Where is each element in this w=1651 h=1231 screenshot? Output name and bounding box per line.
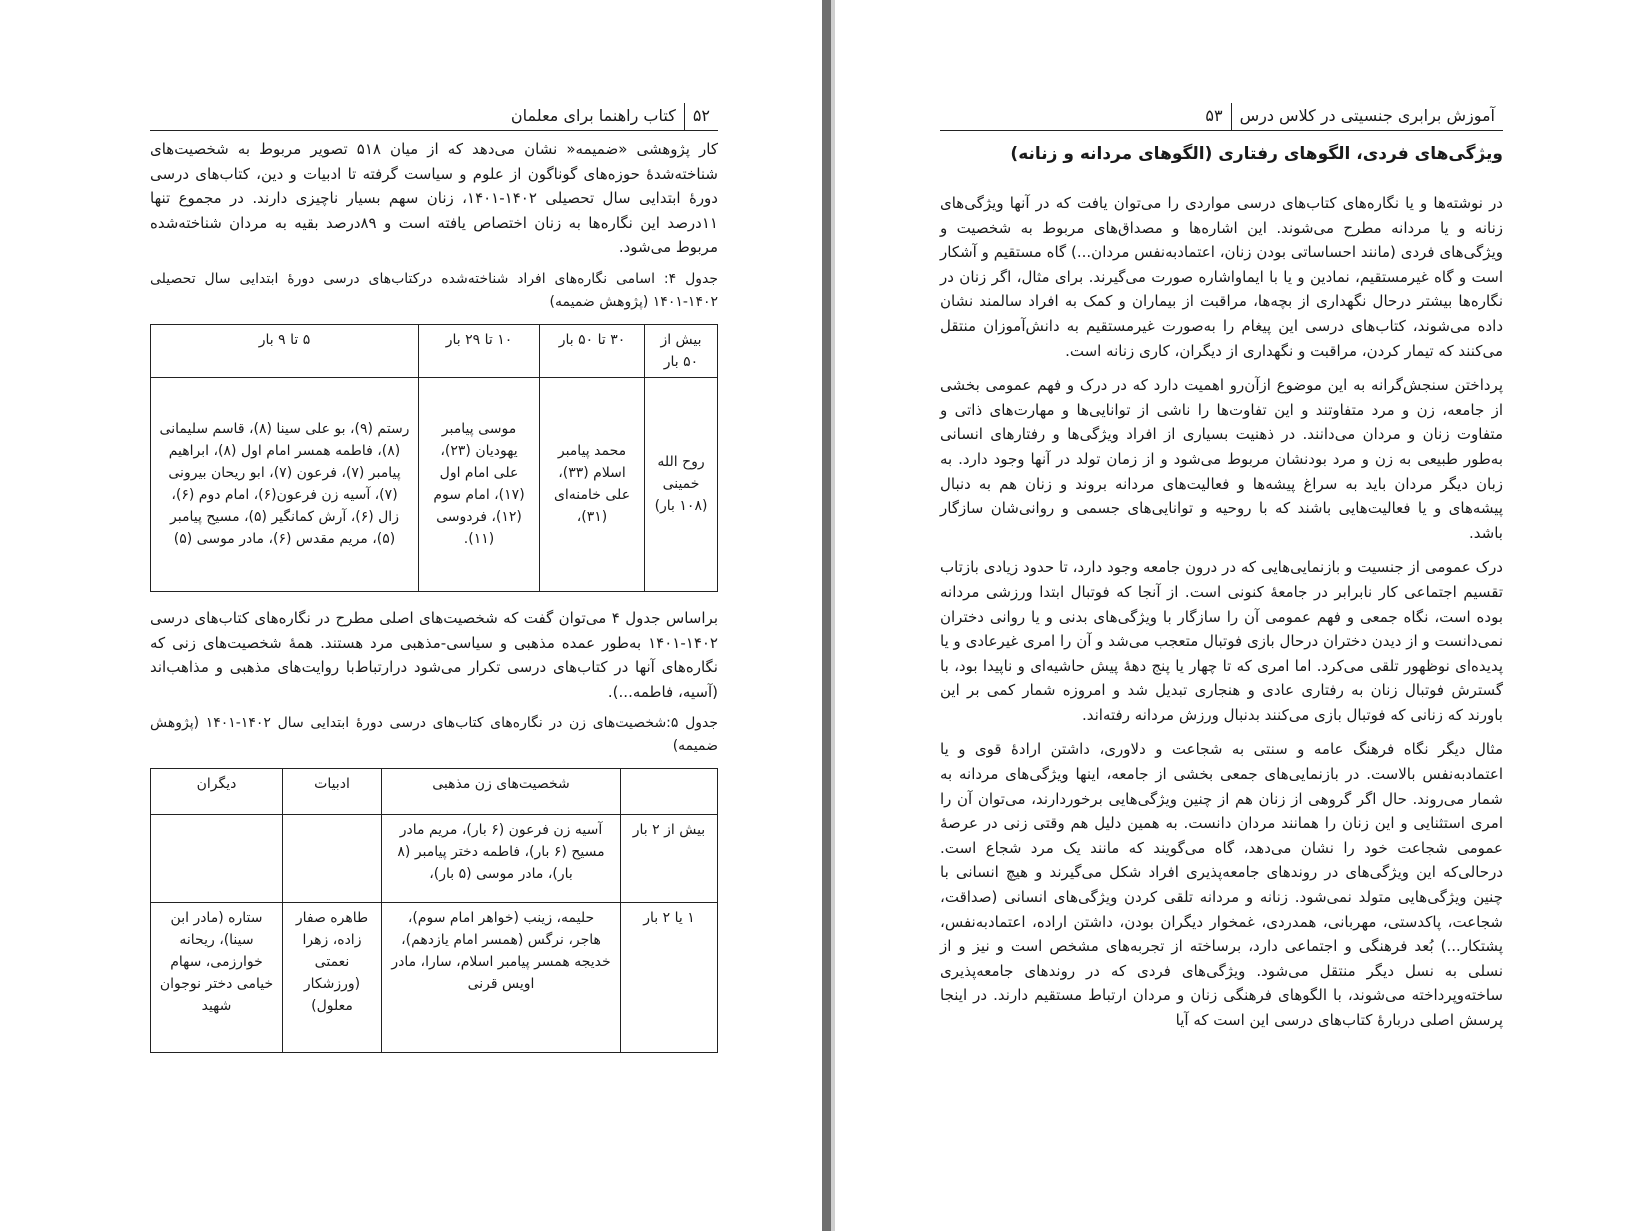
table4-cell: رستم (۹)، بو علی سینا (۸)، قاسم سلیمانی (۸)، فاطمه همسر امام اول (۸)، ابراهیم پیامبر (۷)، فرعون (۷)، ابو ریحان بیرونی (۷)، آسیه زن فرعون(۶)، امام دوم (۶)، زال (۶)، آرش کمانگیر (۵)، مسیح پیامبر (۵)، مریم مقدس (۶)، مادر موسی (۵) (151, 377, 419, 591)
right-page-number: ۵۳ (1197, 103, 1231, 130)
table5-cell (151, 815, 283, 903)
table4-row (151, 377, 718, 591)
right-paragraph-4: مثال دیگر نگاه فرهنگ عامه و سنتی به شجاعت و دلاوری، داشتن ارادهٔ قوی و یا اعتمادبه‌نفس بالاست. در بازنمایی‌های جمعی بخشی از جامعه، اینها ویژگی‌های مردانه به شمار می‌روند. حال اگر گروهی از زنان هم از چنین ویژگی‌هایی برخوردارند، می‌توان آن را امری استثنایی و این زنان را همانند مردان دانست. به همین دلیل هم وقتی زنی در عرصهٔ عمومی شجاعت خود را نشان می‌دهد، گاه می‌گویند که مانند یک مرد شجاع است. درحالی‌که این ویژگی‌های در روندهای جامعه‌پذیری افراد شکل می‌گیرند و هیچ انسانی با چنین ویژگی‌هایی متولد نمی‌شود. زنانه و مردانه تلقی کردن ویژگی‌های انسانی (صداقت، شجاعت، پاکدستی، مهربانی، همدردی، غمخوار دیگران بودن، داشتن اراده، اعتمادبه‌نفس، پشتکار...) بُعد فرهنگی و اجتماعی دارد، برساخته از تجربه‌های مشخص است و نیز و از نسلی به نسل دیگر منتقل می‌شود. ویژگی‌های فردی که در روندهای جامعه‌پذیری ساخته‌وپرداخته می‌شوند، با الگوهای فرهنگی زنان و مردان ارتباط مستقیم دارند. در اینجا پرسش اصلی دربارهٔ کتاب‌های درسی این است که آیا (940, 740, 1503, 1029)
table5-cell: ستاره (مادر ابن سینا)، ریحانه خوارزمی، سهام خیامی دختر نوجوان شهید (151, 903, 283, 1053)
right-paragraph-1: در نوشته‌ها و یا نگاره‌های کتاب‌های درسی مواردی را می‌توان یافت که در آنها ویژگی‌های زنانه و یا مردانه مطرح می‌شوند. این اشاره‌ها و مصداق‌های مربوط به شخصیت و ویژگی‌های فردی (مانند احساساتی بودن زنان، اعتمادبه‌نفس مردان...) گاه مستقیم و آشکار است و گاه غیرمستقیم، نمادین و یا با ایماواشاره صورت می‌گیرند. برای مثال، اگر زنان در نگاره‌ها بیشتر درحال نگهداری از بچه‌ها، مراقبت از بیماران و کمک به افراد سالمند نشان داده می‌شوند، کتاب‌های درسی این پیغام را به‌صورت غیرمستقیم به دانش‌آموزان منتقل می‌کنند که تیمار کردن، مراقبت و نگهداری از دیگران، کاری زنانه است. (940, 194, 1503, 360)
table4-header-cell: ۱۰ تا ۲۹ بار (419, 324, 540, 377)
table5-cell: حلیمه، زینب (خواهر امام سوم)، هاجر، نرگس (همسر امام یازدهم)، خدیجه همسر پیامبر اسلام، سارا، مادر اویس قرنی (382, 903, 621, 1053)
section-heading: ویژگی‌های فردی، الگوهای رفتاری (الگوهای مردانه و زنانه) (1010, 144, 1503, 164)
table5 (150, 768, 718, 1053)
left-intro-paragraph: کار پژوهشی «ضمیمه« نشان می‌دهد که از میان ۵۱۸ تصویر مربوط به شخصیت‌های شناخته‌شدهٔ حوزه‌های گوناگون از علوم و سیاست گرفته تا ادبیات و دین، کتاب‌های درسی دورهٔ ابتدایی سال تحصیلی ۱۴۰۲-۱۴۰۱، زنان سهم بسیار ناچیزی دارند. در مجموع تنها ۱۱درصد این نگاره‌ها به زنان اختصاص یافته است و ۸۹درصد بقیه به مردان شناخته‌شده مربوط می‌شود. (150, 140, 718, 257)
right-page-header-title: آموزش برابری جنسیتی در کلاس درس (1239, 106, 1495, 125)
table5-header-cell: دیگران (151, 769, 283, 815)
left-page (150, 96, 718, 1053)
table5-header-cell: ادبیات (283, 769, 382, 815)
left-middle-paragraph: براساس جدول ۴ می‌توان گفت که شخصیت‌های اصلی مطرح در نگاره‌های کتاب‌های درسی ۱۴۰۲-۱۴۰۱ به‌طور عمده مذهبی و سیاسی-مذهبی مرد هستند. همهٔ شخصیت‌های زنی که نگاره‌های آنها در کتاب‌های درسی تکرار می‌شود درارتباط‌با روایت‌های مذهبی و مذاهب‌اند (آسیه، فاطمه...). (150, 608, 718, 701)
left-page-number: ۵۲ (684, 103, 718, 130)
table5-cell (283, 815, 382, 903)
table4-cell: روح الله خمینی (۱۰۸ بار) (645, 377, 718, 591)
table5-caption: جدول ۵:شخصیت‌های زن در نگاره‌های کتاب‌های درسی دورهٔ ابتدایی سال ۱۴۰۲-۱۴۰۱ (پژوهش ضمیمه) (150, 715, 719, 755)
left-page-header-title: کتاب راهنما برای معلمان (510, 106, 676, 125)
table5-cell: ۱ یا ۲ بار (621, 903, 718, 1053)
table4-header-cell: ۵ تا ۹ بار (151, 324, 419, 377)
table5-row (151, 903, 718, 1053)
table5-cell: بیش از ۲ بار (621, 815, 718, 903)
book-spine-shadow (831, 0, 835, 1231)
right-paragraph-3: درک عمومی از جنسیت و بازنمایی‌هایی که در درون جامعه وجود دارد، تا حدود زیادی بازتاب تقسیم اجتماعی کار نابرابر در جامعهٔ کنونی است. از آنجا که فوتبال ابتدا ورزشی مردانه بوده است، نگاه جمعی و فهم عمومی آن را سازگار با ویژگی‌های بدنی و یا روانی دختران نمی‌دانست و از دیدن دختران درحال بازی فوتبال متعجب می‌شد و آن را امری غیرعادی و یا پدیده‌ای نوظهور تلقی می‌کرد. اما امری که تا چهار یا پنج دههٔ پیش حاشیه‌ای و ناپیدا بود، با گسترش فوتبال زنان به رفتاری عادی و هنجاری تبدیل شد و امروزه شمار کمی بر این باورند که زنانی که فوتبال بازی می‌کنند بدنبال ورزش مردانه رفته‌اند. (940, 558, 1503, 724)
table5-header-cell (621, 769, 718, 815)
table4-cell: موسی پیامبر یهودیان (۲۳)، علی امام اول (۱۷)، امام سوم (۱۲)، فردوسی (۱۱). (419, 377, 540, 591)
table4-cell: محمد پیامبر اسلام (۳۳)، علی خامنه‌ای (۳۱)، (540, 377, 645, 591)
table5-header-row (151, 769, 718, 815)
table5-cell: آسیه زن فرعون (۶ بار)، مریم مادر مسیح (۶ بار)، فاطمه دختر پیامبر (۸ بار)، مادر موسی (۵ بار)، (382, 815, 621, 903)
table4-header-cell: ۳۰ تا ۵۰ بار (540, 324, 645, 377)
right-page-header (940, 96, 1503, 131)
table4-caption: جدول ۴: اسامی نگاره‌های افراد شناخته‌شده درکتاب‌های درسی دورهٔ ابتدایی سال تحصیلی ۱۴۰۲-۱۴۰۱ (پژوهش ضمیمه) (150, 270, 719, 310)
left-page-header (150, 96, 718, 131)
table5-header-cell: شخصیت‌های زن مذهبی (382, 769, 621, 815)
right-page (940, 96, 1503, 1033)
book-spine (822, 0, 831, 1231)
table4 (150, 324, 718, 592)
table4-header-cell: بیش از ۵۰ بار (645, 324, 718, 377)
table4-header-row (151, 324, 718, 377)
table5-cell: طاهره صفار زاده، زهرا نعمتی (ورزشکار معلول) (283, 903, 382, 1053)
table5-row (151, 815, 718, 903)
right-paragraph-2: پرداختن سنجش‌گرانه به این موضوع ازآن‌رو اهمیت دارد که در درک و فهم عمومی بخشی از جامعه، زن و مرد متفاوتند و این تفاوت‌ها را ناشی از توانایی‌ها و مهارت‌های ذاتی و متفاوت زنان و مردان می‌دانند. در ذهنیت بسیاری از افراد ویژگی‌ها و رفتارهای انسانی به‌طور طبیعی به زن و مرد بودنشان مربوط می‌شود و از زمان تولد در آنها وجود دارد. به زبان دیگر مردان باید به سراغ پیشه‌ها و فعالیت‌های مردانه بروند و زنان هم به دنبال پیشه‌های و یا فعالیت‌هایی باشند که با روحیه و توانایی‌های جسمی و روانی‌شان سازگار باشد. (940, 376, 1503, 542)
